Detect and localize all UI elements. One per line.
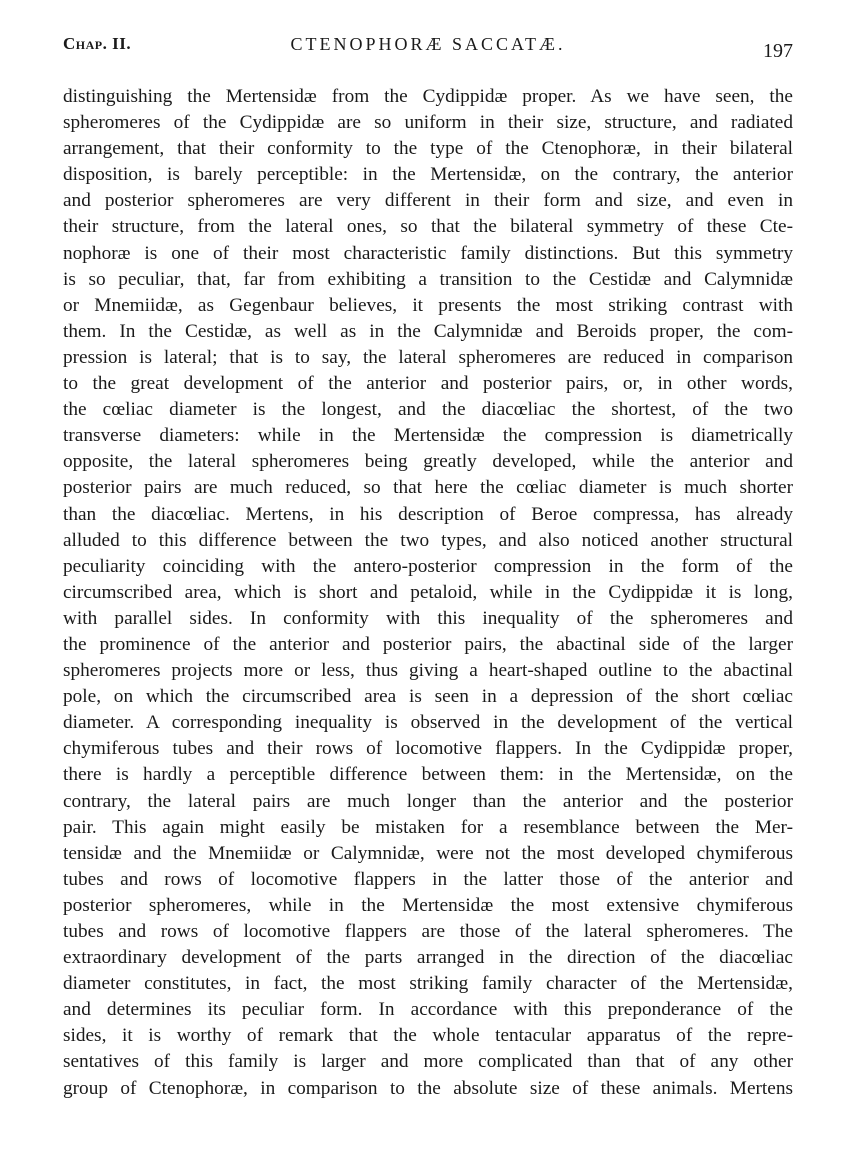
text-line: sides, it is worthy of remark that the whole tentacular apparatus of the repre-	[63, 1025, 793, 1047]
text-line: pair. This again might easily be mistaken for a resemblance between the Mer-	[63, 816, 793, 838]
body-text	[63, 84, 793, 1102]
text-line: and determines its peculiar form. In accordance with this preponderance of the	[63, 999, 793, 1021]
text-line: peculiarity coinciding with the antero-posterior compression in the form of the	[63, 555, 793, 577]
text-line: opposite, the lateral spheromeres being greatly developed, while the anterior and	[63, 451, 793, 473]
text-line: the cœliac diameter is the longest, and the diacœliac the shortest, of the two	[63, 399, 793, 421]
text-line: sentatives of this family is larger and more complicated than that of any other	[63, 1051, 793, 1073]
text-line: circumscribed area, which is short and petaloid, while in the Cydippidæ it is long,	[63, 581, 793, 603]
text-line: and posterior spheromeres are very different in their form and size, and even in	[63, 190, 793, 212]
text-line: spheromeres projects more or less, thus giving a heart-shaped outline to the abactinal	[63, 660, 793, 682]
text-line: the prominence of the anterior and posterior pairs, the abactinal side of the larger	[63, 633, 793, 655]
text-line: there is hardly a perceptible difference between them: in the Mertensidæ, on the	[63, 764, 793, 786]
text-line: diameter constitutes, in fact, the most striking family character of the Mertensidæ,	[63, 973, 793, 995]
text-line: to the great development of the anterior and posterior pairs, or, in other words,	[63, 373, 793, 395]
text-line: posterior pairs are much reduced, so that here the cœliac diameter is much shorter	[63, 477, 793, 499]
text-line: them. In the Cestidæ, as well as in the Calymnidæ and Beroids proper, the com-	[63, 320, 793, 342]
text-line: alluded to this difference between the two types, and also noticed another structural	[63, 529, 793, 551]
text-line: posterior spheromeres, while in the Mertensidæ the most extensive chymiferous	[63, 894, 793, 916]
text-line: contrary, the lateral pairs are much longer than the anterior and the posterior	[63, 790, 793, 812]
text-line: spheromeres of the Cydippidæ are so uniform in their size, structure, and radiated	[63, 112, 793, 134]
text-line: arrangement, that their conformity to the type of the Ctenophoræ, in their bilateral	[63, 138, 793, 160]
text-line: distinguishing the Mertensidæ from the Cydippidæ proper. As we have seen, the	[63, 86, 793, 107]
text-line: nophoræ is one of their most characteristic family distinctions. But this symmetry	[63, 242, 793, 264]
text-line: pression is lateral; that is to say, the lateral spheromeres are reduced in comparison	[63, 346, 793, 368]
text-line: tensidæ and the Mnemiidæ or Calymnidæ, were not the most developed chymiferous	[63, 842, 793, 864]
text-line: is so peculiar, that, far from exhibiting a transition to the Cestidæ and Calymnidæ	[63, 268, 793, 290]
chapter-label: Chap. II.	[63, 34, 132, 53]
text-line: extraordinary development of the parts arranged in the direction of the diacœliac	[63, 947, 793, 969]
running-title: CTENOPHORÆ SACCATÆ.	[290, 34, 566, 54]
text-line: disposition, is barely perceptible: in the Mertensidæ, on the contrary, the anterior	[63, 164, 793, 186]
text-line: tubes and rows of locomotive flappers are those of the lateral spheromeres. The	[63, 921, 793, 942]
text-line: transverse diameters: while in the Mertensidæ the compression is diametrically	[63, 425, 793, 447]
text-line: tubes and rows of locomotive flappers in the latter those of the anterior and	[63, 868, 793, 890]
page-number: 197	[763, 40, 793, 62]
text-line: chymiferous tubes and their rows of locomotive flappers. In the Cydippidæ proper,	[63, 738, 793, 760]
text-line: diameter. A corresponding inequality is observed in the development of the vertical	[63, 712, 793, 734]
text-line: with parallel sides. In conformity with this inequality of the spheromeres and	[63, 607, 793, 629]
text-line: or Mnemiidæ, as Gegenbaur believes, it presents the most striking contrast with	[63, 294, 793, 316]
text-line: their structure, from the lateral ones, so that the bilateral symmetry of these Cte-	[63, 216, 793, 238]
text-line: pole, on which the circumscribed area is seen in a depression of the short cœliac	[63, 686, 793, 708]
text-line: than the diacœliac. Mertens, in his description of Beroe compressa, has already	[63, 503, 793, 525]
running-head	[63, 32, 793, 62]
text-line: group of Ctenophoræ, in comparison to the absolute size of these animals. Mertens	[63, 1077, 793, 1099]
